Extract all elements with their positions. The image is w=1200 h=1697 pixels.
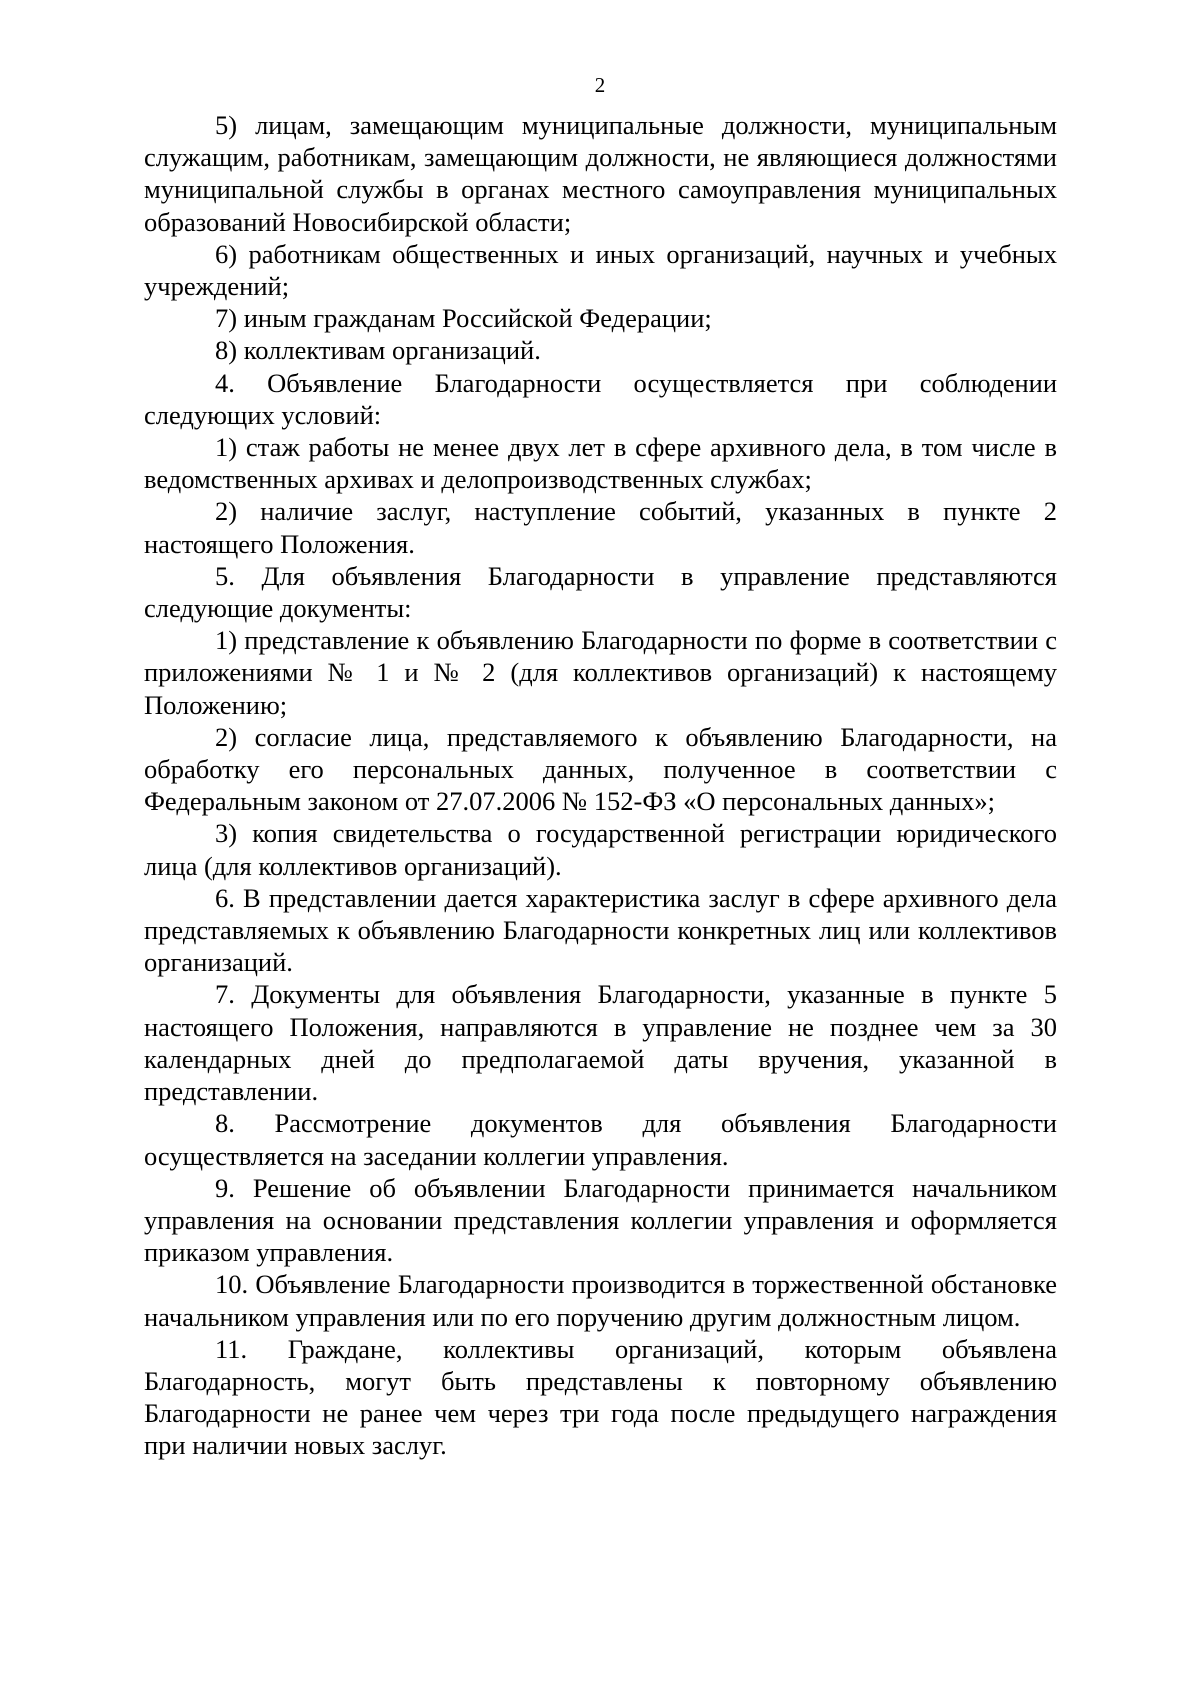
paragraph-section-4: 4. Объявление Благодарности осуществляется при соблюдении следующих условий: [144, 367, 1057, 430]
paragraph-section-6: 6. В представлении дается характеристика заслуг в сфере архивного дела представляемых к объявлению Благодарности конкретных лиц или коллективов организаций. [144, 882, 1057, 978]
paragraph-section-8: 8. Рассмотрение документов для объявления Благодарности осуществляется на заседании коллегии управления. [144, 1108, 1057, 1171]
paragraph-section-11: 11. Граждане, коллективы организаций, которым объявлена Благодарность, могут быть представлены к повторному объявлению Благодарности не ранее чем через три года после предыдущего награждения при наличии новых заслуг. [144, 1333, 1057, 1461]
paragraph-section-4-item-1: 1) стаж работы не менее двух лет в сфере архивного дела, в том числе в ведомственных архивах и делопроизводственных службах; [144, 432, 1057, 495]
paragraph-item-6-organizations: 6) работникам общественных и иных организаций, научных и учебных учреждений; [144, 238, 1057, 302]
paragraph-section-7: 7. Документы для объявления Благодарности, указанные в пункте 5 настоящего Положения, направляются в управление не позднее чем за 30 календарных дней до предполагаемой даты вручения, указанной в представлении. [144, 979, 1057, 1107]
paragraph-item-7-citizens: 7) иным гражданам Российской Федерации; [215, 303, 712, 334]
paragraph-item-5-municipal: 5) лицам, замещающим муниципальные должности, муниципальным служащим, работникам, замещающим должности, не являющиеся должностями муниципальной службы в органах местного самоуправления муниципальных образований Новосибирской области; [144, 110, 1057, 237]
page-number: 2 [594, 73, 606, 97]
paragraph-section-5-item-1: 1) представление к объявлению Благодарности по форме в соответствии с приложениями № 1 и № 2 (для коллективов организаций) к настоящему Положению; [144, 625, 1057, 720]
paragraph-section-10: 10. Объявление Благодарности производится в торжественной обстановке начальником управления или по его поручению другим должностным лицом. [144, 1269, 1057, 1332]
paragraph-section-5-item-3: 3) копия свидетельства о государственной регистрации юридического лица (для коллективов организаций). [144, 818, 1057, 881]
paragraph-section-5: 5. Для объявления Благодарности в управление представляются следующие документы: [144, 560, 1057, 624]
paragraph-section-5-item-2: 2) согласие лица, представляемого к объявлению Благодарности, на обработку его персональных данных, полученное в соответствии с Федеральным законом от 27.07.2006 № 152-ФЗ «О персональных данных»; [144, 721, 1057, 817]
paragraph-section-4-item-2: 2) наличие заслуг, наступление событий, указанных в пункте 2 настоящего Положения. [144, 496, 1057, 559]
paragraph-item-8-collectives: 8) коллективам организаций. [215, 335, 541, 366]
paragraph-section-9: 9. Решение об объявлении Благодарности принимается начальником управления на основании представления коллегии управления и оформляется приказом управления. [144, 1172, 1057, 1268]
document-body [144, 109, 1057, 1462]
